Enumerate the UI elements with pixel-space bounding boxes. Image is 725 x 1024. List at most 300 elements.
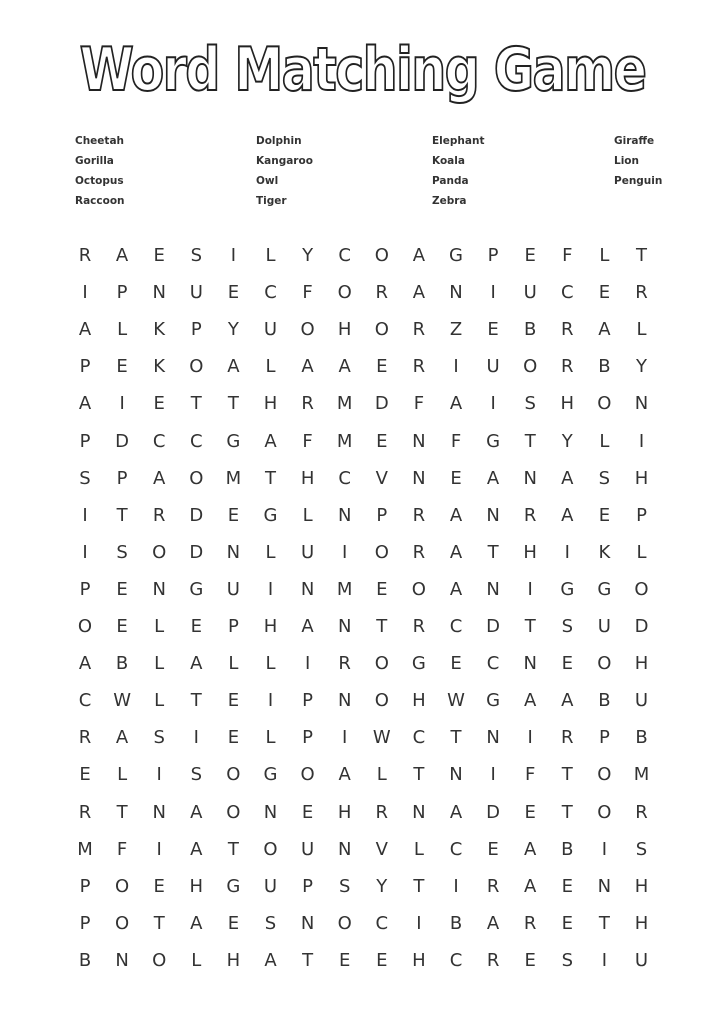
grid-letter[interactable]: F <box>562 245 573 266</box>
grid-letter[interactable]: H <box>263 616 278 637</box>
grid-letter[interactable]: I <box>601 949 608 971</box>
grid-letter[interactable]: L <box>117 764 128 786</box>
grid-letter[interactable]: N <box>337 690 352 712</box>
grid-letter[interactable]: I <box>342 541 348 563</box>
grid-letter[interactable]: A <box>449 504 463 526</box>
grid-letter[interactable]: E <box>561 875 573 897</box>
grid-letter[interactable]: E <box>227 282 240 304</box>
grid-letter[interactable]: N <box>337 616 352 637</box>
grid-letter[interactable]: P <box>79 578 91 600</box>
grid-letter[interactable]: I <box>267 690 274 712</box>
grid-letter[interactable]: A <box>449 541 463 563</box>
grid-letter[interactable]: A <box>78 393 92 415</box>
grid-letter[interactable]: U <box>634 690 649 712</box>
grid-letter[interactable]: E <box>153 875 165 897</box>
grid-letter[interactable]: O <box>523 356 538 378</box>
grid-letter[interactable]: R <box>375 282 389 304</box>
grid-letter[interactable]: P <box>302 875 314 897</box>
grid-letter[interactable]: A <box>412 245 426 266</box>
grid-letter[interactable]: R <box>152 504 166 526</box>
grid-letter[interactable]: I <box>601 838 608 860</box>
grid-letter[interactable]: H <box>634 875 649 897</box>
grid-letter[interactable]: Y <box>561 430 573 452</box>
grid-letter[interactable]: F <box>413 393 425 415</box>
grid-letter[interactable]: C <box>412 727 426 749</box>
grid-letter[interactable]: E <box>376 949 388 971</box>
grid-letter[interactable]: A <box>486 467 500 489</box>
grid-letter[interactable]: Y <box>227 319 239 341</box>
grid-letter[interactable]: A <box>524 875 537 897</box>
grid-letter[interactable]: R <box>561 319 574 341</box>
grid-letter[interactable]: O <box>597 764 612 786</box>
grid-letter[interactable]: N <box>449 282 463 304</box>
grid-letter[interactable]: H <box>634 653 649 675</box>
grid-letter[interactable]: T <box>487 541 499 563</box>
grid-letter[interactable]: E <box>153 245 165 266</box>
grid-letter[interactable]: P <box>302 727 314 749</box>
grid-letter[interactable]: O <box>189 467 204 489</box>
grid-letter[interactable]: T <box>636 245 647 266</box>
grid-letter[interactable]: A <box>598 319 611 341</box>
grid-letter[interactable]: S <box>561 949 574 971</box>
grid-letter[interactable]: I <box>490 393 496 415</box>
grid-letter[interactable]: H <box>189 875 204 897</box>
grid-letter[interactable]: D <box>486 616 501 637</box>
grid-letter[interactable]: G <box>486 430 501 452</box>
grid-letter[interactable]: R <box>78 245 92 266</box>
grid-letter[interactable]: I <box>82 504 88 526</box>
grid-letter[interactable]: A <box>153 467 166 489</box>
grid-letter[interactable]: Y <box>636 356 647 378</box>
grid-letter[interactable]: A <box>301 356 314 378</box>
grid-letter[interactable]: L <box>117 319 128 341</box>
grid-letter[interactable]: A <box>264 949 277 971</box>
grid-letter[interactable]: G <box>411 653 426 675</box>
grid-letter[interactable]: L <box>154 653 165 675</box>
grid-letter[interactable]: A <box>115 245 129 266</box>
grid-letter[interactable]: I <box>527 578 533 600</box>
grid-letter[interactable]: N <box>263 801 278 823</box>
grid-letter[interactable]: P <box>636 504 647 526</box>
grid-letter[interactable]: O <box>226 764 241 786</box>
grid-letter[interactable]: E <box>79 764 91 786</box>
grid-letter[interactable]: N <box>337 838 352 860</box>
grid-letter[interactable]: O <box>337 282 352 304</box>
grid-letter[interactable]: O <box>597 393 612 415</box>
grid-letter[interactable]: C <box>190 430 203 452</box>
grid-letter[interactable]: N <box>597 875 612 897</box>
grid-letter[interactable]: V <box>375 838 388 860</box>
grid-letter[interactable]: P <box>79 875 91 897</box>
grid-letter[interactable]: P <box>302 690 314 712</box>
grid-letter[interactable]: K <box>153 356 166 378</box>
grid-letter[interactable]: R <box>561 356 574 378</box>
grid-letter[interactable]: E <box>598 504 611 526</box>
grid-letter[interactable]: A <box>301 616 314 637</box>
grid-letter[interactable]: A <box>227 356 240 378</box>
grid-letter[interactable]: G <box>597 578 612 600</box>
grid-letter[interactable]: G <box>449 245 463 266</box>
grid-letter[interactable]: R <box>78 727 92 749</box>
grid-letter[interactable]: H <box>412 690 426 712</box>
grid-letter[interactable]: P <box>376 504 388 526</box>
grid-letter[interactable]: U <box>301 838 315 860</box>
grid-letter[interactable]: A <box>486 912 500 934</box>
grid-letter[interactable]: P <box>79 430 91 452</box>
grid-letter[interactable]: A <box>524 690 537 712</box>
grid-letter[interactable]: R <box>635 801 648 823</box>
grid-letter[interactable]: G <box>560 578 575 600</box>
grid-letter[interactable]: T <box>524 430 536 452</box>
grid-letter[interactable]: E <box>598 282 611 304</box>
grid-letter[interactable]: N <box>226 541 241 563</box>
grid-letter[interactable]: L <box>265 245 276 266</box>
grid-letter[interactable]: U <box>634 949 649 971</box>
grid-letter[interactable]: E <box>227 727 240 749</box>
grid-letter[interactable]: K <box>153 319 166 341</box>
grid-letter[interactable]: L <box>599 245 610 266</box>
grid-letter[interactable]: P <box>116 467 128 489</box>
grid-letter[interactable]: Y <box>302 245 314 266</box>
grid-letter[interactable]: N <box>300 912 315 934</box>
grid-letter[interactable]: P <box>79 356 91 378</box>
grid-letter[interactable]: A <box>524 838 537 860</box>
grid-letter[interactable]: O <box>189 356 204 378</box>
grid-letter[interactable]: E <box>524 949 536 971</box>
grid-letter[interactable]: B <box>598 690 611 712</box>
grid-letter[interactable]: P <box>116 282 128 304</box>
grid-letter[interactable]: D <box>374 393 389 415</box>
grid-letter[interactable]: T <box>153 912 165 934</box>
grid-letter[interactable]: W <box>113 690 131 712</box>
grid-letter[interactable]: H <box>337 319 352 341</box>
grid-letter[interactable]: N <box>152 578 166 600</box>
grid-letter[interactable]: I <box>304 653 311 675</box>
grid-letter[interactable]: H <box>634 467 649 489</box>
grid-letter[interactable]: B <box>561 838 574 860</box>
grid-letter[interactable]: E <box>227 504 240 526</box>
grid-letter[interactable]: A <box>264 430 277 452</box>
grid-letter[interactable]: E <box>227 912 240 934</box>
grid-letter[interactable]: O <box>374 319 389 341</box>
grid-letter[interactable]: O <box>411 578 426 600</box>
grid-letter[interactable]: N <box>115 949 129 971</box>
grid-letter[interactable]: E <box>487 838 499 860</box>
grid-letter[interactable]: O <box>300 319 315 341</box>
grid-letter[interactable]: T <box>450 727 462 749</box>
grid-letter[interactable]: W <box>447 690 465 712</box>
grid-letter[interactable]: E <box>227 690 240 712</box>
grid-letter[interactable]: T <box>190 690 202 712</box>
grid-letter[interactable]: D <box>115 430 130 452</box>
grid-letter[interactable]: N <box>152 282 166 304</box>
grid-letter[interactable]: L <box>265 541 276 563</box>
grid-letter[interactable]: D <box>486 801 501 823</box>
grid-letter[interactable]: A <box>449 393 463 415</box>
grid-letter[interactable]: U <box>263 319 278 341</box>
grid-letter[interactable]: T <box>524 616 536 637</box>
grid-letter[interactable]: T <box>302 949 314 971</box>
grid-letter[interactable]: H <box>300 467 315 489</box>
grid-letter[interactable]: C <box>375 912 389 934</box>
grid-letter[interactable]: E <box>376 430 388 452</box>
grid-letter[interactable]: E <box>450 653 462 675</box>
grid-letter[interactable]: H <box>412 949 426 971</box>
grid-letter[interactable]: H <box>634 912 649 934</box>
grid-letter[interactable]: A <box>561 504 574 526</box>
grid-letter[interactable]: T <box>376 616 388 637</box>
grid-letter[interactable]: N <box>523 653 537 675</box>
grid-letter[interactable]: O <box>300 764 315 786</box>
grid-letter[interactable]: L <box>265 653 276 675</box>
grid-letter[interactable]: U <box>523 282 537 304</box>
grid-letter[interactable]: C <box>152 430 166 452</box>
grid-letter[interactable]: T <box>190 393 202 415</box>
grid-letter[interactable]: B <box>635 727 648 749</box>
grid-letter[interactable]: T <box>265 467 276 489</box>
grid-letter[interactable]: N <box>523 467 537 489</box>
grid-letter[interactable]: E <box>301 801 314 823</box>
grid-letter[interactable]: A <box>78 653 92 675</box>
grid-letter[interactable]: H <box>226 949 241 971</box>
grid-letter[interactable]: W <box>372 727 391 749</box>
grid-letter[interactable]: R <box>635 282 648 304</box>
grid-letter[interactable]: P <box>79 912 91 934</box>
grid-letter[interactable]: O <box>374 541 389 563</box>
grid-letter[interactable]: T <box>227 838 239 860</box>
grid-letter[interactable]: G <box>226 875 241 897</box>
grid-letter[interactable]: U <box>301 541 315 563</box>
grid-letter[interactable]: O <box>597 801 612 823</box>
grid-letter[interactable]: R <box>486 875 500 897</box>
grid-letter[interactable]: P <box>598 727 610 749</box>
grid-letter[interactable]: B <box>524 319 537 341</box>
grid-letter[interactable]: C <box>561 282 574 304</box>
grid-letter[interactable]: O <box>634 578 649 600</box>
grid-letter[interactable]: E <box>376 578 388 600</box>
grid-letter[interactable]: E <box>376 356 388 378</box>
grid-letter[interactable]: N <box>300 578 315 600</box>
grid-letter[interactable]: B <box>598 356 611 378</box>
grid-letter[interactable]: M <box>336 393 353 415</box>
grid-letter[interactable]: O <box>152 949 167 971</box>
grid-letter[interactable]: S <box>79 467 91 489</box>
grid-letter[interactable]: A <box>338 764 351 786</box>
grid-letter[interactable]: E <box>450 467 462 489</box>
grid-letter[interactable]: L <box>265 727 276 749</box>
grid-letter[interactable]: R <box>412 504 426 526</box>
grid-letter[interactable]: E <box>116 578 128 600</box>
grid-letter[interactable]: P <box>227 616 239 637</box>
grid-letter[interactable]: T <box>227 393 239 415</box>
grid-letter[interactable]: I <box>156 764 162 786</box>
grid-letter[interactable]: I <box>342 727 348 749</box>
grid-letter[interactable]: S <box>524 393 536 415</box>
grid-letter[interactable]: I <box>453 356 459 378</box>
grid-letter[interactable]: O <box>597 653 612 675</box>
grid-letter[interactable]: I <box>527 727 533 749</box>
grid-letter[interactable]: O <box>115 875 130 897</box>
grid-letter[interactable]: R <box>301 393 314 415</box>
grid-letter[interactable]: A <box>78 319 92 341</box>
grid-letter[interactable]: F <box>525 764 536 786</box>
grid-letter[interactable]: R <box>375 801 389 823</box>
grid-letter[interactable]: R <box>523 504 537 526</box>
grid-letter[interactable]: U <box>189 282 203 304</box>
grid-letter[interactable]: D <box>634 616 649 637</box>
grid-letter[interactable]: R <box>412 541 426 563</box>
grid-letter[interactable]: I <box>267 578 274 600</box>
grid-letter[interactable]: U <box>263 875 278 897</box>
grid-letter[interactable]: A <box>561 690 574 712</box>
grid-letter[interactable]: B <box>78 949 92 971</box>
grid-letter[interactable]: G <box>263 504 278 526</box>
grid-letter[interactable]: R <box>412 319 426 341</box>
grid-letter[interactable]: A <box>190 912 203 934</box>
grid-letter[interactable]: R <box>338 653 351 675</box>
grid-letter[interactable]: N <box>486 578 500 600</box>
grid-letter[interactable]: N <box>634 393 649 415</box>
grid-letter[interactable]: L <box>302 504 313 526</box>
grid-letter[interactable]: O <box>263 838 278 860</box>
grid-letter[interactable]: C <box>338 467 351 489</box>
grid-letter[interactable]: H <box>523 541 537 563</box>
grid-letter[interactable]: S <box>153 727 165 749</box>
grid-letter[interactable]: Z <box>449 319 463 341</box>
grid-letter[interactable]: E <box>153 393 165 415</box>
grid-letter[interactable]: A <box>449 801 463 823</box>
grid-letter[interactable]: U <box>597 616 611 637</box>
grid-letter[interactable]: N <box>449 764 463 786</box>
grid-letter[interactable]: B <box>115 653 129 675</box>
grid-letter[interactable]: N <box>152 801 166 823</box>
grid-letter[interactable]: R <box>561 727 574 749</box>
grid-letter[interactable]: A <box>338 356 351 378</box>
grid-letter[interactable]: S <box>264 912 277 934</box>
grid-letter[interactable]: I <box>564 541 570 563</box>
grid-letter[interactable]: A <box>449 578 463 600</box>
grid-letter[interactable]: A <box>190 838 203 860</box>
grid-letter[interactable]: S <box>190 245 203 266</box>
grid-letter[interactable]: R <box>412 356 426 378</box>
grid-letter[interactable]: L <box>154 616 165 637</box>
grid-letter[interactable]: I <box>638 430 645 452</box>
grid-letter[interactable]: S <box>116 541 128 563</box>
grid-letter[interactable]: E <box>116 356 128 378</box>
grid-letter[interactable]: T <box>116 504 128 526</box>
grid-letter[interactable]: N <box>412 801 426 823</box>
grid-letter[interactable]: G <box>263 764 278 786</box>
grid-letter[interactable]: S <box>561 616 574 637</box>
grid-letter[interactable]: K <box>598 541 611 563</box>
grid-letter[interactable]: D <box>189 541 204 563</box>
grid-letter[interactable]: S <box>190 764 203 786</box>
grid-letter[interactable]: O <box>152 541 167 563</box>
grid-letter[interactable]: E <box>487 319 499 341</box>
grid-letter[interactable]: N <box>412 430 426 452</box>
grid-letter[interactable]: L <box>413 838 424 860</box>
grid-letter[interactable]: H <box>337 801 352 823</box>
grid-letter[interactable]: L <box>228 653 239 675</box>
grid-letter[interactable]: R <box>486 949 500 971</box>
grid-letter[interactable]: L <box>636 541 647 563</box>
grid-letter[interactable]: A <box>412 282 426 304</box>
grid-letter[interactable]: H <box>560 393 575 415</box>
grid-letter[interactable]: M <box>77 838 93 860</box>
grid-letter[interactable]: E <box>116 616 128 637</box>
grid-letter[interactable]: I <box>453 875 459 897</box>
grid-letter[interactable]: D <box>189 504 204 526</box>
grid-letter[interactable]: B <box>449 912 463 934</box>
grid-letter[interactable]: F <box>302 430 313 452</box>
grid-letter[interactable]: O <box>374 653 389 675</box>
grid-letter[interactable]: G <box>189 578 204 600</box>
grid-letter[interactable]: O <box>77 616 93 637</box>
grid-letter[interactable]: L <box>599 430 610 452</box>
grid-letter[interactable]: C <box>264 282 277 304</box>
grid-letter[interactable]: C <box>78 690 92 712</box>
grid-letter[interactable]: A <box>190 801 203 823</box>
grid-letter[interactable]: F <box>116 838 128 860</box>
grid-letter[interactable]: M <box>336 430 353 452</box>
grid-letter[interactable]: L <box>191 949 202 971</box>
grid-letter[interactable]: E <box>524 801 536 823</box>
grid-letter[interactable]: E <box>561 653 573 675</box>
grid-letter[interactable]: I <box>82 282 88 304</box>
grid-letter[interactable]: E <box>190 616 202 637</box>
grid-letter[interactable]: N <box>337 504 352 526</box>
grid-letter[interactable]: C <box>338 245 351 266</box>
grid-letter[interactable]: U <box>226 578 240 600</box>
grid-letter[interactable]: V <box>375 467 388 489</box>
grid-letter[interactable]: C <box>449 949 463 971</box>
grid-letter[interactable]: O <box>374 690 389 712</box>
grid-letter[interactable]: L <box>154 690 165 712</box>
grid-letter[interactable]: T <box>116 801 128 823</box>
grid-letter[interactable]: N <box>486 727 500 749</box>
grid-letter[interactable]: T <box>561 764 573 786</box>
grid-letter[interactable]: T <box>413 764 425 786</box>
grid-letter[interactable]: E <box>339 949 351 971</box>
grid-letter[interactable]: R <box>78 801 92 823</box>
grid-letter[interactable]: I <box>230 245 237 266</box>
grid-letter[interactable]: S <box>338 875 351 897</box>
grid-letter[interactable]: A <box>115 727 129 749</box>
grid-letter[interactable]: O <box>115 912 130 934</box>
grid-letter[interactable]: P <box>487 245 499 266</box>
grid-letter[interactable]: O <box>226 801 241 823</box>
grid-letter[interactable]: R <box>412 616 426 637</box>
grid-letter[interactable]: C <box>449 616 463 637</box>
grid-letter[interactable]: L <box>265 356 276 378</box>
grid-letter[interactable]: E <box>561 912 573 934</box>
grid-letter[interactable]: T <box>598 912 610 934</box>
grid-letter[interactable]: G <box>486 690 501 712</box>
grid-letter[interactable]: P <box>190 319 202 341</box>
grid-letter[interactable]: H <box>263 393 278 415</box>
grid-letter[interactable]: C <box>486 653 500 675</box>
grid-letter[interactable]: S <box>635 838 648 860</box>
grid-letter[interactable]: N <box>412 467 426 489</box>
grid-letter[interactable]: G <box>226 430 241 452</box>
grid-letter[interactable]: L <box>376 764 387 786</box>
grid-letter[interactable]: O <box>337 912 352 934</box>
grid-letter[interactable]: I <box>490 764 496 786</box>
grid-letter[interactable]: A <box>561 467 574 489</box>
grid-letter[interactable]: E <box>524 245 536 266</box>
grid-letter[interactable]: F <box>302 282 313 304</box>
grid-letter[interactable]: N <box>486 504 500 526</box>
